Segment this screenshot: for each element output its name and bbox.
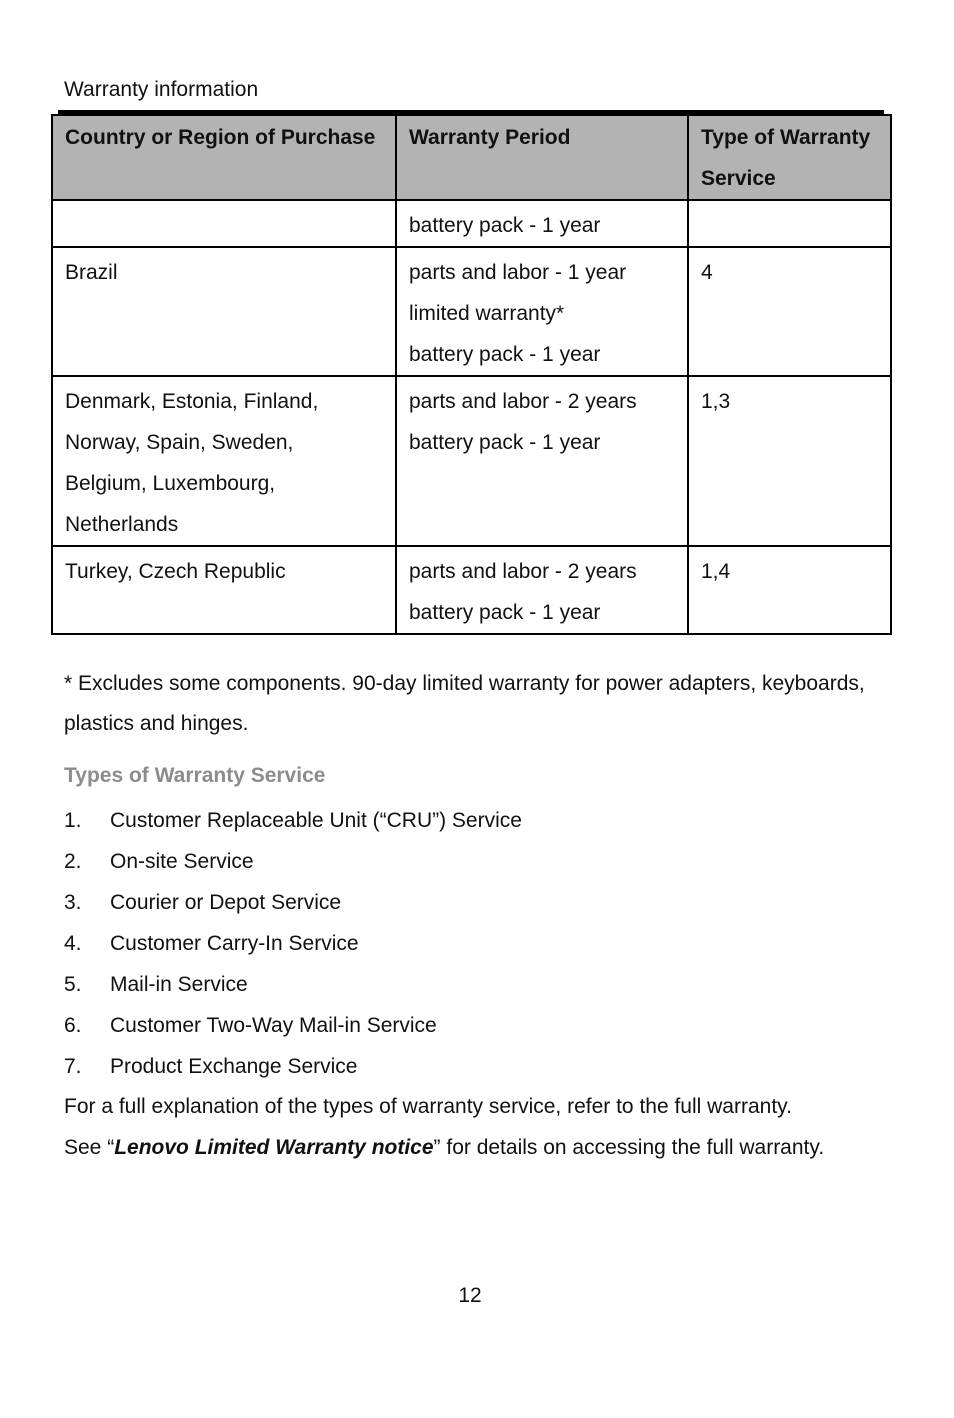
cell-line: Turkey, Czech Republic [65, 560, 286, 583]
cell-line: Norway, Spain, Sweden, [65, 431, 294, 454]
warranty-table [51, 114, 892, 635]
cell-line: limited warranty* [409, 302, 565, 325]
cell-line: Belgium, Luxembourg, [65, 472, 276, 495]
footnote: * Excludes some components. 90-day limited warranty for power adapters, keyboards, plastics and hinges. [64, 672, 865, 735]
list-label: Mail-in Service [110, 973, 248, 996]
table-row [52, 200, 891, 247]
list-label: Customer Two-Way Mail-in Service [110, 1014, 437, 1037]
list-number: 1. [64, 809, 82, 832]
list-label: On-site Service [110, 850, 254, 873]
cell-period [396, 200, 688, 247]
table-row [52, 376, 891, 546]
cell-country [52, 376, 396, 546]
list-number: 3. [64, 891, 82, 914]
cell-line: parts and labor - 2 years [409, 390, 637, 413]
cell-line: Brazil [65, 261, 118, 284]
list-number: 6. [64, 1014, 82, 1037]
list-item [64, 882, 522, 923]
types-heading: Types of Warranty Service [64, 764, 326, 787]
cell-service: 1,4 [688, 546, 891, 634]
see-suffix: ” for details on accessing the full warranty. [433, 1136, 825, 1159]
cell-line: parts and labor - 2 years [409, 560, 637, 583]
list-label: Customer Carry-In Service [110, 932, 359, 955]
cell-line: battery pack - 1 year [409, 214, 601, 237]
cell-service: 1,3 [688, 376, 891, 546]
cell-line: battery pack - 1 year [409, 343, 601, 366]
list-item [64, 923, 522, 964]
section-title: Warranty information [64, 78, 259, 101]
see-prefix: See “ [64, 1136, 115, 1159]
list-item [64, 1005, 522, 1046]
header-service: Type of Warranty Service [688, 115, 891, 200]
cell-line: parts and labor - 1 year [409, 261, 627, 284]
list-number: 7. [64, 1055, 82, 1078]
cell-service: 4 [688, 247, 891, 376]
table-row [52, 546, 891, 634]
cell-line: battery pack - 1 year [409, 601, 601, 624]
list-number: 4. [64, 932, 82, 955]
header-country: Country or Region of Purchase [52, 115, 396, 200]
list-item [64, 841, 522, 882]
cell-line: battery pack - 1 year [409, 431, 601, 454]
list-number: 2. [64, 850, 82, 873]
warranty-notice-reference: Lenovo Limited Warranty notice [114, 1136, 434, 1159]
cell-line: Denmark, Estonia, Finland, [65, 390, 319, 413]
cell-period [396, 247, 688, 376]
header-period: Warranty Period [396, 115, 688, 200]
cell-country [52, 247, 396, 376]
warranty-service-types-list [64, 800, 522, 1087]
cell-period [396, 546, 688, 634]
cell-country [52, 546, 396, 634]
list-item [64, 964, 522, 1005]
list-number: 5. [64, 973, 82, 996]
see-reference-sentence [64, 1127, 894, 1168]
list-item [64, 800, 522, 841]
list-item [64, 1046, 522, 1087]
table-header-row [52, 115, 891, 200]
page-number: 12 [458, 1284, 482, 1307]
list-label: Customer Replaceable Unit (“CRU”) Service [110, 809, 522, 832]
table-row [52, 247, 891, 376]
explanation-paragraph [64, 1086, 894, 1168]
cell-service [688, 200, 891, 247]
cell-line: Netherlands [65, 513, 179, 536]
list-label: Product Exchange Service [110, 1055, 358, 1078]
cell-period [396, 376, 688, 546]
explanation-line: For a full explanation of the types of warranty service, refer to the full warranty. [64, 1095, 792, 1118]
list-label: Courier or Depot Service [110, 891, 342, 914]
cell-country [52, 200, 396, 247]
